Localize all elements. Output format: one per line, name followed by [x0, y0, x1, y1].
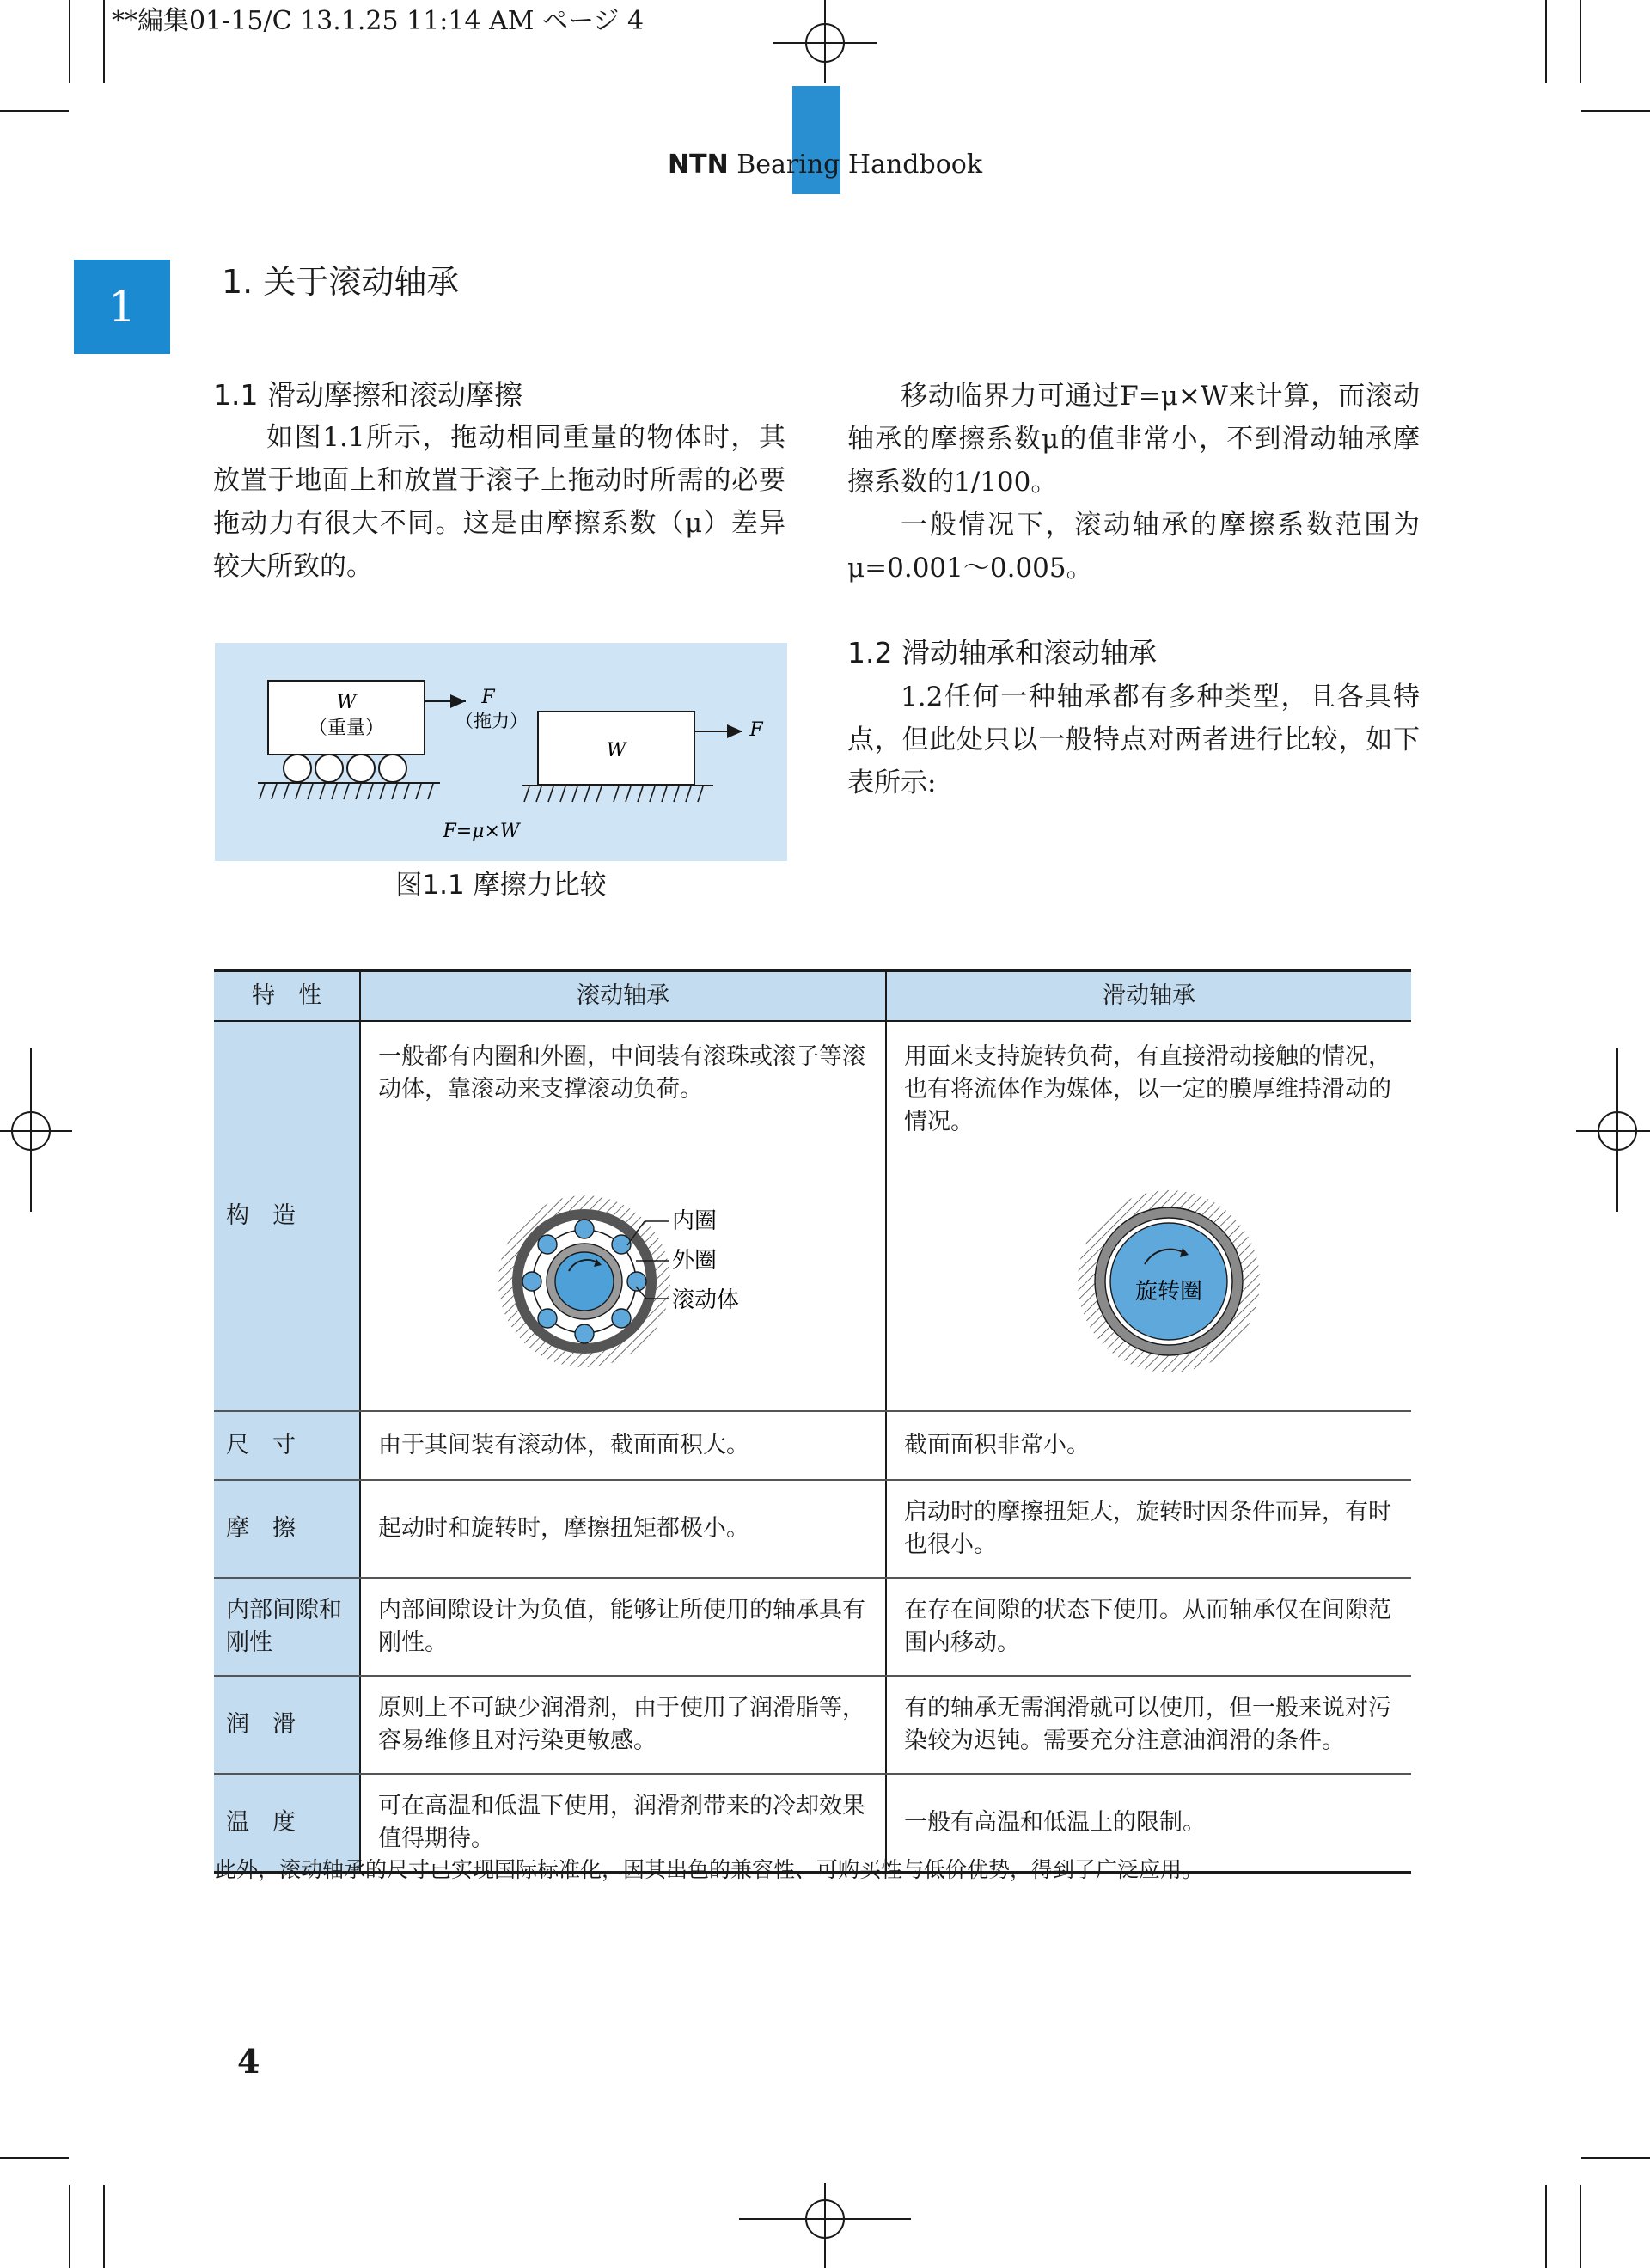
- table-header-row: [214, 971, 1411, 1022]
- row-attribute: 构 造: [214, 1021, 360, 1411]
- sliding-bearing-diagram: [1076, 1185, 1274, 1383]
- right-force-symbol: F: [749, 719, 763, 741]
- column-header: 滚动轴承: [360, 971, 886, 1022]
- drag-force-label: （拖力）: [455, 711, 528, 731]
- registration-mark-right: [1573, 1048, 1650, 1212]
- paragraph: 一般情况下，滚动轴承的摩擦系数范围为μ=0.001～0.005。: [847, 510, 1420, 584]
- registration-mark-left: [0, 1048, 77, 1212]
- rolling-cell: 内部间隙设计为负值，能够让所使用的轴承具有刚性。: [360, 1578, 886, 1676]
- cell-text: 一般都有内圈和外圈，中间装有滚珠或滚子等滚动体，靠滚动来支撑滚动负荷。: [378, 1043, 865, 1103]
- column-header: 滑动轴承: [886, 971, 1411, 1022]
- rolling-bearing-diagram: [507, 1185, 740, 1374]
- column-header: 特 性: [214, 971, 360, 1022]
- bearing-comparison-table: [214, 969, 1411, 1874]
- right-weight-symbol: W: [606, 740, 626, 761]
- section-1-2-heading: 1.2 滑动轴承和滚动轴承: [847, 636, 1157, 669]
- rotating-ring-label: 旋转圈: [1134, 1279, 1203, 1305]
- table-row: [214, 1021, 1411, 1411]
- sliding-cell: 启动时的摩擦扭矩大，旋转时因条件而异，有时也很小。: [886, 1480, 1411, 1578]
- inner-ring-label: 内圈: [672, 1208, 718, 1234]
- section-1-1-heading: 1.1 滑动摩擦和滚动摩擦: [213, 378, 522, 412]
- row-attribute: 尺 寸: [214, 1411, 360, 1480]
- left-weight-label: （重量）: [308, 718, 385, 739]
- table-row: [214, 1676, 1411, 1774]
- friction-formula: F=μ×W: [443, 821, 520, 842]
- row-attribute: 温 度: [214, 1774, 360, 1873]
- paragraph: 如图1.1所示，拖动相同重量的物体时，其放置于地面上和放置于滚子上拖动时所需的必要拖动力有很大不同。这是由摩擦系数（μ）差异较大所致的。: [213, 422, 785, 582]
- paragraph: 移动临界力可通过F=μ×W来计算，而滚动轴承的摩擦系数μ的值非常小，不到滑动轴承摩擦系数的1/100。: [847, 381, 1420, 498]
- right-column-body: [847, 375, 1420, 590]
- paragraph: 1.2任何一种轴承都有多种类型，且各具特点，但此处只以一般特点对两者进行比较，如下表所示:: [847, 682, 1420, 798]
- rolling-cell: 可在高温和低温下使用，润滑剂带来的冷却效果值得期待。: [360, 1774, 886, 1873]
- section-1-2-body: [847, 676, 1420, 804]
- registration-mark-top: [773, 0, 877, 83]
- left-force-symbol: F: [481, 687, 495, 708]
- table-row: [214, 1578, 1411, 1676]
- registration-mark-bottom: [739, 2183, 911, 2268]
- sliding-cell: 有的轴承无需润滑就可以使用，但一般来说对污染较为迟钝。需要充分注意油润滑的条件。: [886, 1676, 1411, 1774]
- header-title: Bearing Handbook: [736, 150, 982, 180]
- chapter-tab: 1: [74, 260, 170, 354]
- row-attribute: 润 滑: [214, 1676, 360, 1774]
- running-header: [653, 146, 997, 184]
- sliding-cell: 在存在间隙的状态下使用。从而轴承仅在间隙范围内移动。: [886, 1578, 1411, 1676]
- rolling-element-label: 滚动体: [672, 1287, 740, 1313]
- figure-caption: 图1.1 摩擦力比较: [395, 870, 607, 901]
- chapter-title: 1. 关于滚动轴承: [222, 263, 460, 301]
- sliding-structure-cell: [886, 1021, 1411, 1411]
- sliding-cell: 一般有高温和低温上的限制。: [886, 1774, 1411, 1873]
- left-weight-symbol: W: [336, 692, 357, 713]
- rolling-cell: 由于其间装有滚动体，截面面积大。: [360, 1411, 886, 1480]
- friction-diagram: [215, 643, 787, 861]
- table-footnote: 此外，滚动轴承的尺寸已实现国际标准化，因其出色的兼容性、可购买性与低价优势，得到了广泛应用。: [215, 1857, 1204, 1882]
- rolling-cell: 起动时和旋转时，摩擦扭矩都极小。: [360, 1480, 886, 1578]
- rolling-cell: 原则上不可缺少润滑剂，由于使用了润滑脂等，容易维修且对污染更敏感。: [360, 1676, 886, 1774]
- row-attribute: 摩 擦: [214, 1480, 360, 1578]
- page-number: 4: [237, 2042, 260, 2081]
- row-attribute: 内部间隙和刚性: [214, 1578, 360, 1676]
- rolling-structure-cell: [360, 1021, 886, 1411]
- header-brand: NTN: [668, 150, 729, 180]
- cell-text: 用面来支持旋转负荷，有直接滑动接触的情况，也有将流体作为媒体，以一定的膜厚维持滑动的情况。: [904, 1043, 1391, 1135]
- table-row: [214, 1411, 1411, 1480]
- print-slug: **編集01-15/C 13.1.25 11:14 AM ページ 4: [112, 6, 645, 36]
- outer-ring-label: 外圈: [672, 1248, 718, 1274]
- sliding-cell: 截面面积非常小。: [886, 1411, 1411, 1480]
- figure-1-1: [215, 643, 787, 861]
- section-1-1-body: [213, 416, 785, 588]
- table-row: [214, 1480, 1411, 1578]
